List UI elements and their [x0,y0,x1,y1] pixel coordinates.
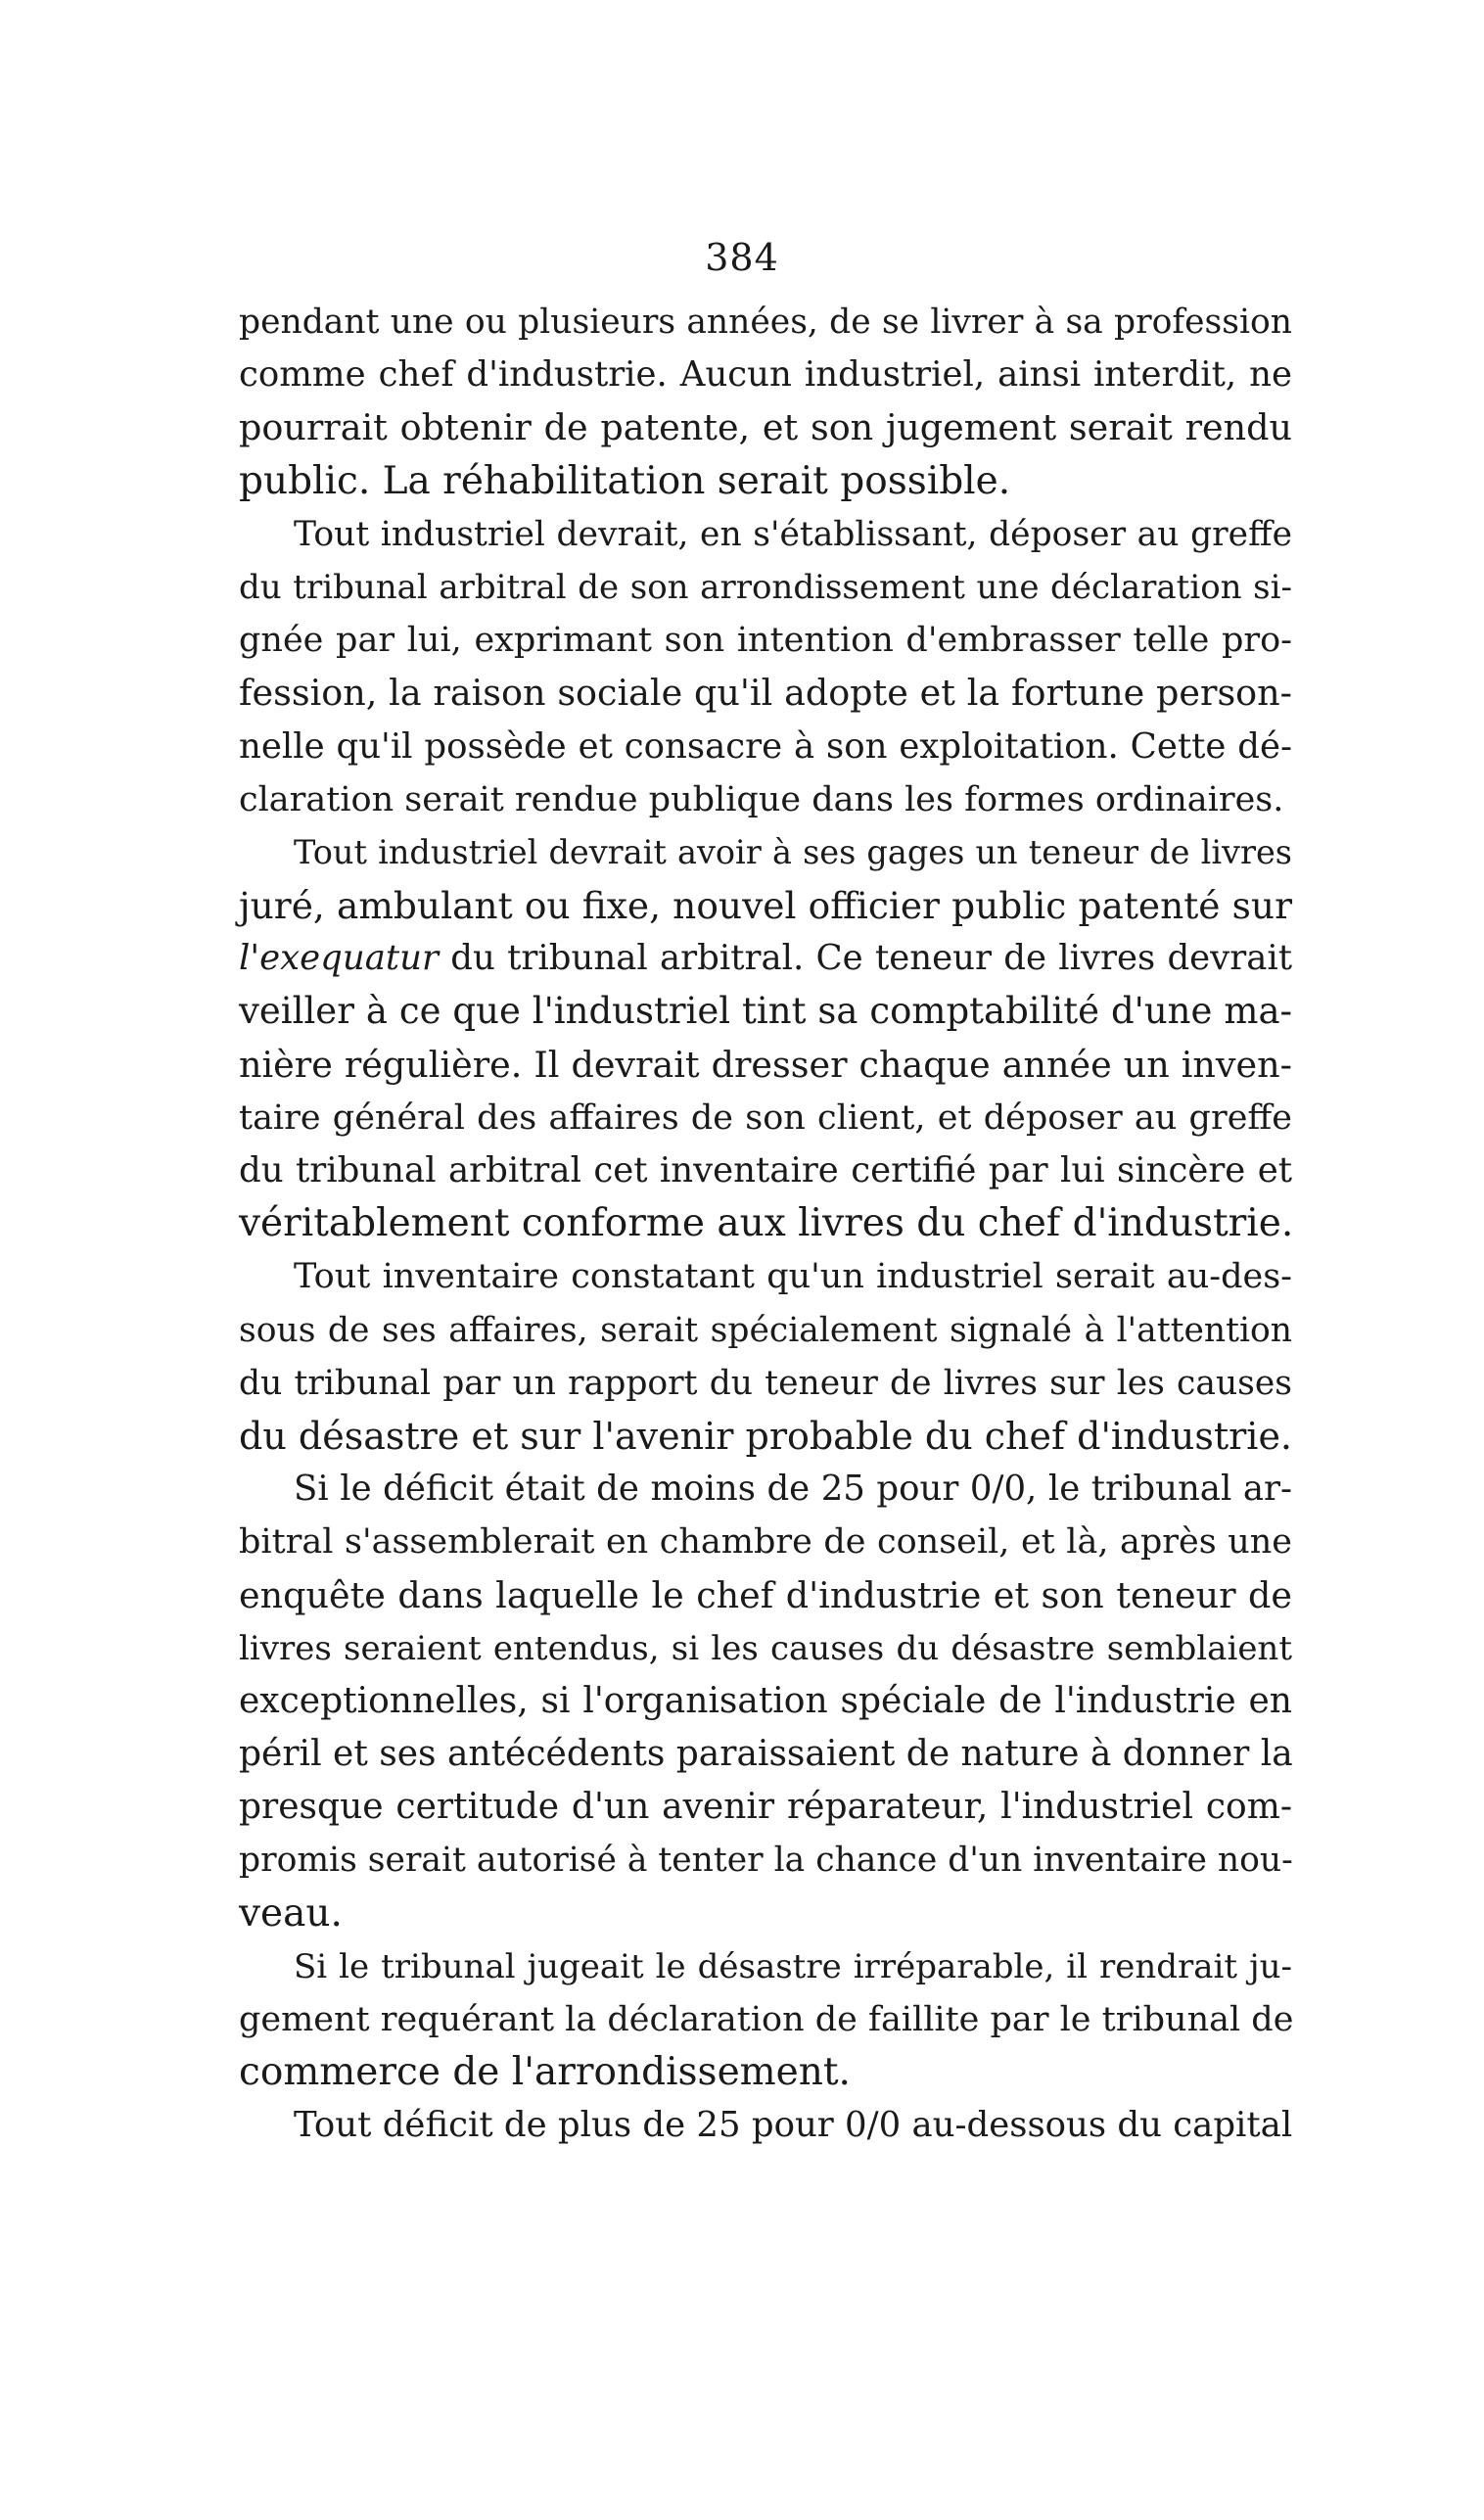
text-line: gnée par lui, exprimant son intention d'embrasser telle pro- [239,621,1292,661]
text-line: du tribunal arbitral de son arrondissement une déclaration si- [239,567,1292,607]
text-line: véritablement conforme aux livres du chef d'industrie. [239,1201,1294,1246]
text-line: du désastre et sur l'avenir probable du chef d'industrie. [239,1414,1293,1458]
text-line: nière régulière. Il devrait dresser chaque année un inven- [239,1043,1292,1086]
text-line: pourrait obtenir de patente, et son jugement serait rendu [239,406,1292,449]
text-line: commerce de l'arrondissement. [239,2050,851,2095]
text-line: juré, ambulant ou fixe, nouvel officier public patenté sur [239,884,1292,928]
text-line: taire général des affaires de son client, et déposer au greffe [239,1097,1292,1138]
paragraph-start-line: Si le déficit était de moins de 25 pour 0/0, le tribunal ar- [294,1469,1292,1510]
text-line: péril et ses antécédents paraissaient de nature à donner la [239,1734,1293,1775]
text-line: fession, la raison sociale qu'il adopte et la fortune person- [239,672,1292,715]
text-line: veiller à ce que l'industriel tint sa comptabilité d'une ma- [239,990,1292,1033]
text-line-rest: du tribunal arbitral. Ce teneur de livres devrait [450,938,1292,979]
text-line: veau. [239,1890,343,1936]
text-line: pendant une ou plusieurs années, de se livrer à sa profession [239,303,1292,342]
text-line: du tribunal arbitral cet inventaire certifié par lui sincère et [239,1150,1292,1190]
text-line: comme chef d'industrie. Aucun industriel, ainsi interdit, ne [239,354,1292,396]
text-line-with-italic [239,932,1292,985]
paragraph-start-line: Tout déficit de plus de 25 pour 0/0 au-dessous du capital [294,2105,1293,2146]
italic-term: l'exequatur [239,938,440,979]
paragraph-start-line: Tout inventaire constatant qu'un industriel serait au-des- [294,1257,1292,1297]
text-line: bitral s'assemblerait en chambre de conseil, et là, après une [239,1522,1292,1563]
text-line: du tribunal par un rapport du teneur de livres sur les causes [239,1363,1292,1403]
paragraph-start-line: Si le tribunal jugeait le désastre irréparable, il rendrait ju- [294,1946,1292,1986]
text-line: gement requérant la déclaration de faillite par le tribunal de [239,2000,1294,2039]
text-line: claration serait rendue publique dans les formes ordinaires. [239,779,1284,819]
text-line: nelle qu'il possède et consacre à son exploitation. Cette dé- [239,725,1292,767]
text-line: promis serait autorisé à tenter la chance d'un inventaire nou- [239,1841,1293,1881]
text-line: public. La réhabilitation serait possible. [239,458,1011,503]
text-line: livres seraient entendus, si les causes du désastre semblaient [239,1628,1292,1668]
page-number: 384 [705,236,779,279]
paragraph-start-line: Tout industriel devrait, en s'établissant, déposer au greffe [294,514,1292,554]
text-line: presque certitude d'un avenir réparateur, l'industriel com- [239,1787,1292,1828]
paragraph-start-line: Tout industriel devrait avoir à ses gages un teneur de livres [294,832,1292,871]
text-line: exceptionnelles, si l'organisation spéciale de l'industrie en [239,1680,1292,1721]
body-text [239,296,1292,2153]
text-line: sous de ses affaires, serait spécialement signalé à l'attention [239,1310,1292,1350]
text-line: enquête dans laquelle le chef d'industrie et son teneur de [239,1573,1292,1616]
